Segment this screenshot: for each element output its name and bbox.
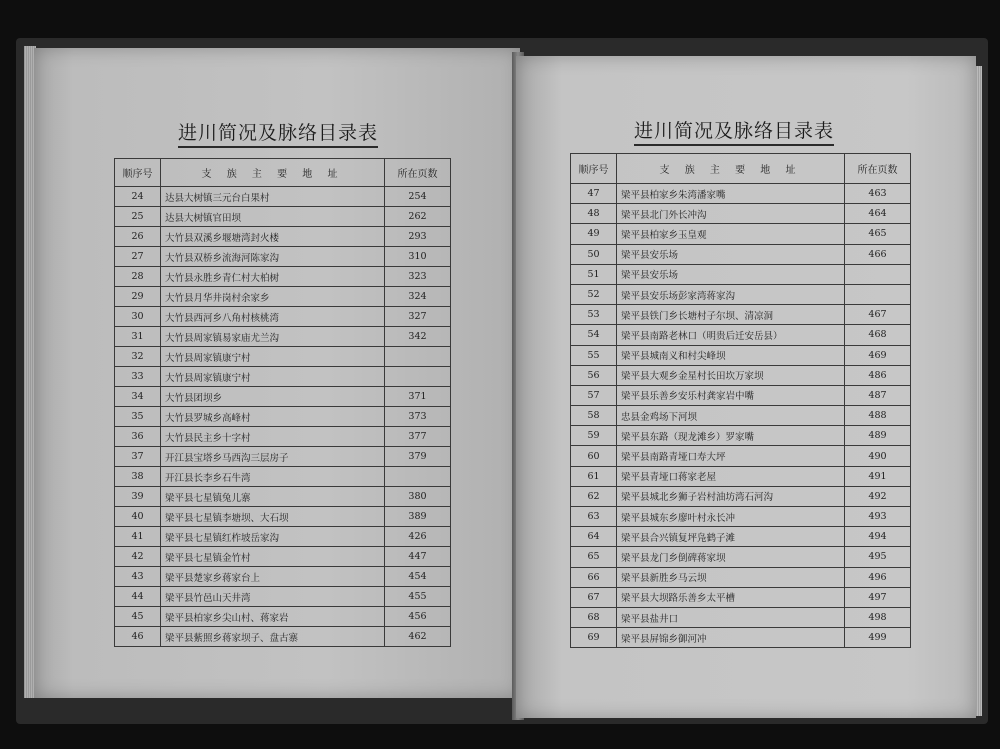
row-page: 455 — [385, 587, 451, 607]
table-row — [115, 267, 451, 287]
row-address: 大竹县月华井岗村余家乡 — [161, 287, 385, 307]
row-number: 36 — [115, 427, 161, 447]
row-address: 大竹县周家镇易家庙尤兰沟 — [161, 327, 385, 347]
row-number: 63 — [571, 507, 617, 527]
row-page: 493 — [845, 507, 911, 527]
row-number: 67 — [571, 587, 617, 607]
row-page: 293 — [385, 227, 451, 247]
row-number: 40 — [115, 507, 161, 527]
row-page — [385, 367, 451, 387]
row-address: 梁平县楚家乡蒋家台上 — [161, 567, 385, 587]
row-number: 65 — [571, 547, 617, 567]
right-toc-table — [570, 153, 911, 648]
table-row — [115, 447, 451, 467]
row-address: 大竹县双溪乡堰塘湾封火楼 — [161, 227, 385, 247]
table-row — [115, 547, 451, 567]
row-number: 42 — [115, 547, 161, 567]
row-number: 24 — [115, 187, 161, 207]
row-address: 大竹县双桥乡流海河陈家沟 — [161, 247, 385, 267]
table-row — [571, 527, 911, 547]
row-page: 490 — [845, 446, 911, 466]
row-number: 49 — [571, 224, 617, 244]
row-page: 496 — [845, 567, 911, 587]
row-page — [845, 264, 911, 284]
table-row — [571, 365, 911, 385]
table-row — [571, 204, 911, 224]
table-row — [571, 244, 911, 264]
row-number: 32 — [115, 347, 161, 367]
row-page: 495 — [845, 547, 911, 567]
table-row — [571, 547, 911, 567]
row-page: 262 — [385, 207, 451, 227]
row-number: 45 — [115, 607, 161, 627]
row-page: 373 — [385, 407, 451, 427]
row-address: 梁平县安乐场 — [617, 244, 845, 264]
row-address: 梁平县柏家乡玉皇观 — [617, 224, 845, 244]
row-number: 41 — [115, 527, 161, 547]
row-number: 64 — [571, 527, 617, 547]
table-row — [115, 227, 451, 247]
row-address: 梁平县南路老林口（明贵后迁安岳县） — [617, 325, 845, 345]
row-number: 55 — [571, 345, 617, 365]
table-row — [115, 407, 451, 427]
row-number: 43 — [115, 567, 161, 587]
row-address: 梁平县紫照乡蒋家坝子、盘古寨 — [161, 627, 385, 647]
row-page: 456 — [385, 607, 451, 627]
row-page: 324 — [385, 287, 451, 307]
row-page: 488 — [845, 406, 911, 426]
row-page: 487 — [845, 385, 911, 405]
row-address: 梁平县七星镇金竹村 — [161, 547, 385, 567]
row-number: 26 — [115, 227, 161, 247]
row-number: 35 — [115, 407, 161, 427]
row-number: 69 — [571, 628, 617, 648]
row-address: 梁平县柏家乡尖山村、蒋家岩 — [161, 607, 385, 627]
row-number: 59 — [571, 426, 617, 446]
table-row — [115, 367, 451, 387]
row-number: 61 — [571, 466, 617, 486]
row-page: 468 — [845, 325, 911, 345]
row-number: 39 — [115, 487, 161, 507]
row-address: 达县大树镇官田坝 — [161, 207, 385, 227]
column-header-page: 所在页数 — [385, 159, 451, 187]
row-page: 379 — [385, 447, 451, 467]
row-page: 467 — [845, 305, 911, 325]
row-address: 大竹县周家镇康宁村 — [161, 347, 385, 367]
column-header-address: 支 族 主 要 地 址 — [617, 154, 845, 184]
row-address: 梁平县城北乡狮子岩村油坊湾石河沟 — [617, 486, 845, 506]
row-page: 426 — [385, 527, 451, 547]
left-page-title: 进川简况及脉络目录表 — [178, 118, 378, 148]
table-row — [115, 247, 451, 267]
row-page: 310 — [385, 247, 451, 267]
row-page — [385, 467, 451, 487]
table-row — [571, 466, 911, 486]
row-number: 30 — [115, 307, 161, 327]
column-header-number: 顺序号 — [115, 159, 161, 187]
row-address: 梁平县龙门乡倒碑蒋家坝 — [617, 547, 845, 567]
table-row — [571, 446, 911, 466]
row-page: 447 — [385, 547, 451, 567]
row-page: 462 — [385, 627, 451, 647]
table-row — [115, 287, 451, 307]
row-page: 454 — [385, 567, 451, 587]
row-number: 48 — [571, 204, 617, 224]
table-row — [571, 284, 911, 304]
row-number: 62 — [571, 486, 617, 506]
row-number: 54 — [571, 325, 617, 345]
row-address: 梁平县乐善乡安乐村龚家岩中嘴 — [617, 385, 845, 405]
row-address: 梁平县竹邑山天井湾 — [161, 587, 385, 607]
table-row — [115, 567, 451, 587]
row-address: 达县大树镇三元台白果村 — [161, 187, 385, 207]
row-number: 37 — [115, 447, 161, 467]
table-row — [115, 527, 451, 547]
table-row — [571, 587, 911, 607]
row-address: 大竹县团坝乡 — [161, 387, 385, 407]
row-address: 梁平县盐井口 — [617, 607, 845, 627]
row-number: 34 — [115, 387, 161, 407]
table-row — [571, 628, 911, 648]
row-number: 44 — [115, 587, 161, 607]
table-row — [571, 567, 911, 587]
row-number: 47 — [571, 184, 617, 204]
row-number: 53 — [571, 305, 617, 325]
table-row — [571, 184, 911, 204]
table-row — [571, 305, 911, 325]
row-page — [845, 284, 911, 304]
row-page: 489 — [845, 426, 911, 446]
row-address: 梁平县七星镇红柞坡岳家沟 — [161, 527, 385, 547]
left-toc-table — [114, 158, 451, 647]
row-number: 25 — [115, 207, 161, 227]
right-page-title: 进川简况及脉络目录表 — [634, 116, 834, 146]
table-row — [571, 224, 911, 244]
table-row — [571, 406, 911, 426]
table-row — [571, 345, 911, 365]
row-address: 大竹县永胜乡青仁村大柏树 — [161, 267, 385, 287]
table-row — [571, 264, 911, 284]
row-address: 梁平县大观乡金星村长田坎万家坝 — [617, 365, 845, 385]
row-page: 323 — [385, 267, 451, 287]
table-row — [571, 486, 911, 506]
column-header-address: 支 族 主 要 地 址 — [161, 159, 385, 187]
row-number: 28 — [115, 267, 161, 287]
row-page: 377 — [385, 427, 451, 447]
table-row — [571, 325, 911, 345]
row-page: 491 — [845, 466, 911, 486]
table-row — [115, 467, 451, 487]
row-number: 46 — [115, 627, 161, 647]
table-row — [115, 347, 451, 367]
table-row — [571, 607, 911, 627]
row-address: 大竹县罗城乡高峰村 — [161, 407, 385, 427]
row-address: 开江县宝塔乡马西沟三层房子 — [161, 447, 385, 467]
row-page: 486 — [845, 365, 911, 385]
row-page: 494 — [845, 527, 911, 547]
row-number: 31 — [115, 327, 161, 347]
table-row — [115, 627, 451, 647]
row-address: 梁平县屏锦乡御河冲 — [617, 628, 845, 648]
row-address: 梁平县七星镇李塘坝、大石坝 — [161, 507, 385, 527]
table-row — [115, 187, 451, 207]
table-row — [115, 387, 451, 407]
row-page: 389 — [385, 507, 451, 527]
row-page: 497 — [845, 587, 911, 607]
row-address: 梁平县七星镇兔儿寨 — [161, 487, 385, 507]
table-row — [115, 207, 451, 227]
row-page: 463 — [845, 184, 911, 204]
row-address: 大竹县西河乡八角村核桃湾 — [161, 307, 385, 327]
row-address: 梁平县东路（现龙滩乡）罗家嘴 — [617, 426, 845, 446]
row-number: 60 — [571, 446, 617, 466]
row-page: 498 — [845, 607, 911, 627]
row-number: 56 — [571, 365, 617, 385]
right-page — [516, 56, 976, 718]
row-number: 27 — [115, 247, 161, 267]
row-page: 327 — [385, 307, 451, 327]
table-row — [571, 385, 911, 405]
row-page: 465 — [845, 224, 911, 244]
table-row — [115, 607, 451, 627]
table-row — [115, 427, 451, 447]
table-row — [571, 426, 911, 446]
column-header-page: 所在页数 — [845, 154, 911, 184]
row-number: 66 — [571, 567, 617, 587]
row-number: 51 — [571, 264, 617, 284]
table-row — [115, 587, 451, 607]
left-page — [34, 48, 520, 698]
row-number: 29 — [115, 287, 161, 307]
row-address: 梁平县青垭口蒋家老屋 — [617, 466, 845, 486]
row-address: 大竹县民主乡十字村 — [161, 427, 385, 447]
row-page: 466 — [845, 244, 911, 264]
row-number: 50 — [571, 244, 617, 264]
row-page: 499 — [845, 628, 911, 648]
row-page: 492 — [845, 486, 911, 506]
row-address: 梁平县铁门乡长塘村子尔坝、清凉洞 — [617, 305, 845, 325]
row-address: 梁平县新胜乡马云坝 — [617, 567, 845, 587]
row-number: 68 — [571, 607, 617, 627]
row-number: 57 — [571, 385, 617, 405]
row-address: 梁平县安乐场 — [617, 264, 845, 284]
table-row — [115, 487, 451, 507]
row-address: 梁平县合兴镇复坪凫鹤子滩 — [617, 527, 845, 547]
row-address: 开江县长李乡石牛湾 — [161, 467, 385, 487]
row-page: 254 — [385, 187, 451, 207]
row-page: 464 — [845, 204, 911, 224]
row-number: 58 — [571, 406, 617, 426]
table-row — [571, 507, 911, 527]
row-page: 342 — [385, 327, 451, 347]
row-page: 380 — [385, 487, 451, 507]
row-address: 大竹县周家镇康宁村 — [161, 367, 385, 387]
row-page: 469 — [845, 345, 911, 365]
row-address: 梁平县南路青垭口寿大坪 — [617, 446, 845, 466]
table-row — [115, 507, 451, 527]
row-address: 梁平县柏家乡朱湾潘家嘴 — [617, 184, 845, 204]
row-address: 梁平县北门外长冲沟 — [617, 204, 845, 224]
table-row — [115, 327, 451, 347]
row-address: 梁平县安乐场彭家湾蒋家沟 — [617, 284, 845, 304]
row-number: 33 — [115, 367, 161, 387]
row-page — [385, 347, 451, 367]
row-address: 梁平县城南义和村尖峰坝 — [617, 345, 845, 365]
row-address: 梁平县城东乡廖叶村永长冲 — [617, 507, 845, 527]
column-header-number: 顺序号 — [571, 154, 617, 184]
row-address: 忠县金鸡场下河坝 — [617, 406, 845, 426]
row-number: 38 — [115, 467, 161, 487]
table-row — [115, 307, 451, 327]
row-page: 371 — [385, 387, 451, 407]
row-number: 52 — [571, 284, 617, 304]
row-address: 梁平县大坝路乐善乡太平槽 — [617, 587, 845, 607]
